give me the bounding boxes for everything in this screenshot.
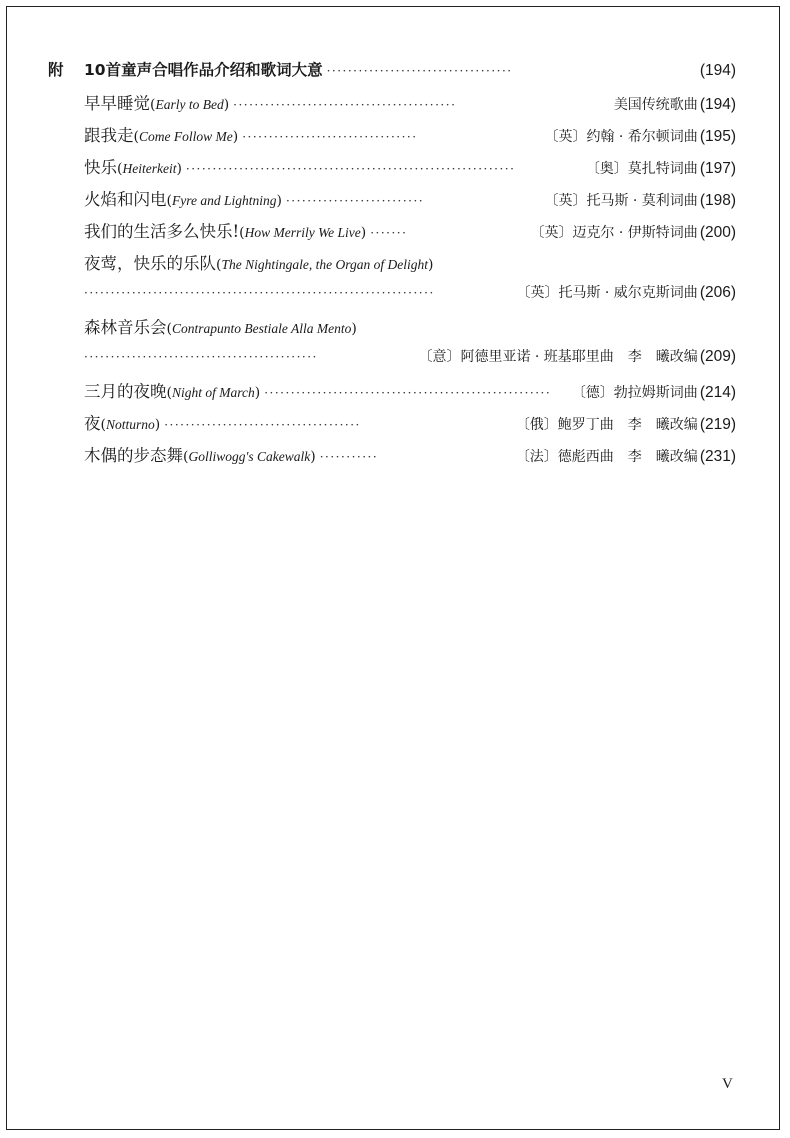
toc-entry[interactable]: 早早睡觉(Early to Bed) ·········································· 美国传统歌曲 (194) <box>84 94 736 113</box>
entry-attribution: 〔俄〕鲍罗丁曲 李 曦改编 <box>515 417 698 433</box>
page-ref: (194) <box>699 62 736 79</box>
toc-entry[interactable]: 木偶的步态舞(Golliwogg's Cakewalk) ··········· 〔法〕德彪西曲 李 曦改编 (231) <box>84 446 736 465</box>
entry-title-cn: 夜莺，快乐的乐队 <box>84 254 216 273</box>
entry-title-en: Night of March <box>171 385 255 400</box>
entry-attribution: 〔英〕托马斯 · 莫利词曲 <box>544 193 698 209</box>
toc-entry[interactable]: 火焰和闪电(Fyre and Lightning) ·························· 〔英〕托马斯 · 莫利词曲 (198) <box>84 190 736 209</box>
entry-attribution: 〔奥〕莫扎特词曲 <box>585 161 698 177</box>
toc-appendix-heading[interactable] <box>48 58 736 84</box>
toc-entry-title-line[interactable]: 夜莺，快乐的乐队(The Nightingale, the Organ of Delight) <box>84 254 434 273</box>
leader-dots: ······························································ <box>185 162 516 176</box>
entry-title-en: Contrapunto Bestiale Alla Mento <box>171 321 352 336</box>
leader-dots: ············································ <box>84 350 318 364</box>
leader-dots: ·········································· <box>233 98 457 112</box>
entry-title-cn: 夜 <box>84 414 101 433</box>
entry-attribution: 〔意〕阿德里亚诺 · 班基耶里曲 李 曦改编 <box>418 349 698 365</box>
entry-title-en: Fyre and Lightning <box>171 193 277 208</box>
leader-dots: ····································· <box>164 418 361 432</box>
page-ref: (194) <box>699 96 736 113</box>
entry-title-cn: 跟我走 <box>84 126 134 145</box>
entry-attribution: 〔英〕迈克尔 · 伊斯特词曲 <box>530 225 698 241</box>
appendix-mark: 附 <box>48 61 64 79</box>
leader-dots: ··································· <box>326 64 513 78</box>
entry-title-en: Golliwogg's Cakewalk <box>188 449 311 464</box>
entry-title-cn: 森林音乐会 <box>84 318 167 337</box>
entry-title-en: How Merrily We Live <box>244 225 361 240</box>
entry-attribution: 〔英〕托马斯 · 威尔克斯词曲 <box>516 285 698 301</box>
entry-title-en: Early to Bed <box>155 97 224 112</box>
toc-entry[interactable]: 我们的生活多么快乐!(How Merrily We Live) ······· 〔英〕迈克尔 · 伊斯特词曲 (200) <box>84 222 736 241</box>
page-number: V <box>722 1076 733 1092</box>
toc-entry-title-line[interactable]: 森林音乐会(Contrapunto Bestiale Alla Mento) <box>84 318 357 337</box>
toc-entry-continuation[interactable] <box>84 282 736 308</box>
leader-dots: ······· <box>370 226 408 240</box>
entry-title-cn: 木偶的步态舞 <box>84 446 183 465</box>
leader-dots: ·························· <box>285 194 425 208</box>
toc-entry[interactable]: 跟我走(Come Follow Me) ································· 〔英〕约翰 · 希尔顿词曲 (195) <box>84 126 736 145</box>
leader-dots: ······················································ <box>264 386 552 400</box>
page-ref: (197) <box>699 160 736 177</box>
entry-attribution: 〔法〕德彪西曲 李 曦改编 <box>515 449 698 465</box>
entry-attribution: 美国传统歌曲 <box>613 97 698 113</box>
page-ref: (198) <box>699 192 736 209</box>
entry-title-en: Come Follow Me <box>138 129 233 144</box>
entry-title-cn: 早早睡觉 <box>84 94 150 113</box>
entry-title-en: Heiterkeit <box>122 161 177 176</box>
page-ref: (231) <box>699 448 736 465</box>
entry-title-en: The Nightingale, the Organ of Delight <box>221 257 428 272</box>
page-ref: (209) <box>699 348 736 365</box>
toc-entry-continuation[interactable] <box>84 346 736 372</box>
leader-dots: ·································································· <box>84 286 435 300</box>
toc-entry[interactable]: 夜(Notturno) ····································· 〔俄〕鲍罗丁曲 李 曦改编 (219) <box>84 414 736 433</box>
page-ref: (206) <box>699 284 736 301</box>
page-ref: (195) <box>699 128 736 145</box>
leader-dots: ··········· <box>319 450 379 464</box>
page-ref: (219) <box>699 416 736 433</box>
entry-title-cn: 火焰和闪电 <box>84 190 167 209</box>
leader-dots: ································· <box>242 130 418 144</box>
entry-attribution: 〔德〕勃拉姆斯词曲 <box>571 385 698 401</box>
entry-attribution: 〔英〕约翰 · 希尔顿词曲 <box>544 129 698 145</box>
entry-title-cn: 我们的生活多么快乐! <box>84 222 240 241</box>
entry-title-cn: 三月的夜晚 <box>84 382 167 401</box>
entry-title-en: Notturno <box>105 417 155 432</box>
entry-title-cn: 快乐 <box>84 158 117 177</box>
page-ref: (200) <box>699 224 736 241</box>
toc-entry[interactable]: 快乐(Heiterkeit) ······························································ 〔奥〕莫扎特词曲 (197) <box>84 158 736 177</box>
appendix-title: 10首童声合唱作品介绍和歌词大意 <box>84 61 323 79</box>
page-ref: (214) <box>699 384 736 401</box>
toc-entry[interactable]: 三月的夜晚(Night of March) ······················································ 〔德〕勃拉姆斯词曲 (214) <box>84 382 736 401</box>
